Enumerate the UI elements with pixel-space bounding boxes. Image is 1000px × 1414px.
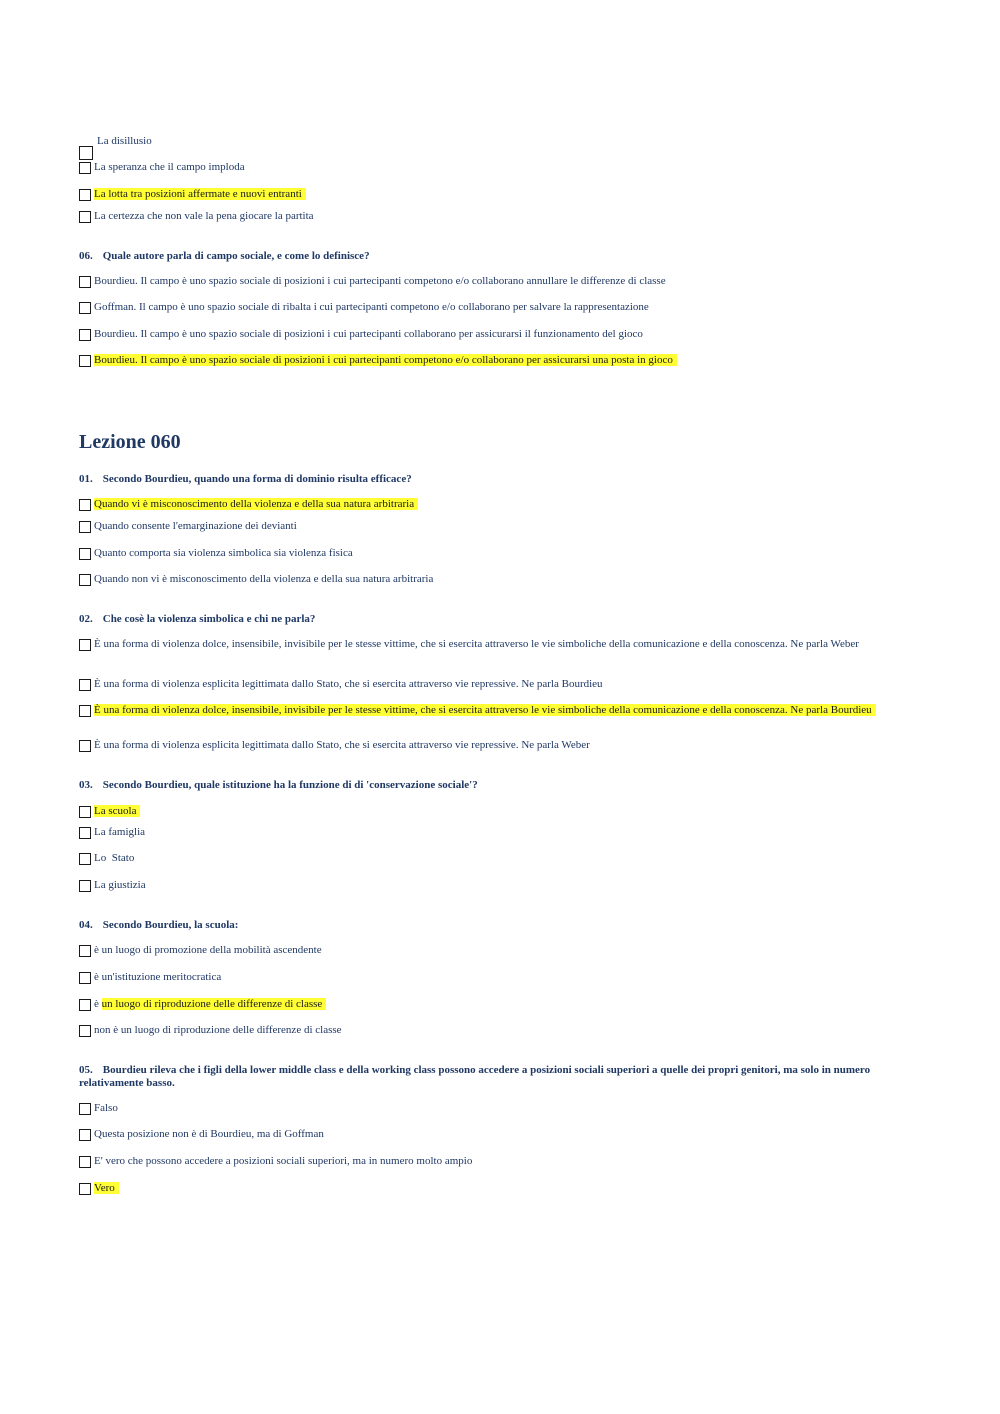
option-label: Bourdieu. Il campo è uno spazio sociale di posizioni i cui partecipanti collaborano per assicurarsi il funzionamento del gioco bbox=[94, 328, 643, 340]
option-row bbox=[79, 353, 914, 368]
checkbox[interactable] bbox=[79, 705, 91, 717]
option-label: Bourdieu. Il campo è uno spazio sociale di posizioni i cui partecipanti competono e/o collaborano annullare le differenze di classe bbox=[94, 275, 666, 287]
option-label: è un luogo di promozione della mobilità ascendente bbox=[94, 944, 322, 956]
option-row bbox=[79, 546, 914, 561]
question-number: 04. bbox=[79, 919, 93, 931]
option-label: È una forma di violenza esplicita legittimata dallo Stato, che si esercita attraverso vie repressive. Ne parla Bourdieu bbox=[94, 678, 603, 690]
option-row bbox=[79, 327, 914, 342]
option-row bbox=[79, 209, 914, 224]
question-heading bbox=[79, 1064, 914, 1090]
checkbox[interactable] bbox=[79, 853, 91, 865]
checkbox[interactable] bbox=[79, 211, 91, 223]
option-row bbox=[79, 1023, 914, 1038]
checkbox[interactable] bbox=[79, 972, 91, 984]
question-text: Bourdieu rileva che i figli della lower middle class e della working class possono accedere a posizioni sociali superiori a quelle dei propri genitori, ma solo in numero relativamente basso. bbox=[79, 1064, 871, 1089]
checkbox[interactable] bbox=[79, 740, 91, 752]
checkbox[interactable] bbox=[79, 146, 93, 160]
question-number: 02. bbox=[79, 613, 93, 625]
option-row bbox=[79, 677, 914, 692]
option-row bbox=[79, 878, 914, 893]
option-row bbox=[79, 1154, 914, 1169]
option-label-highlighted: La scuola bbox=[94, 805, 140, 817]
checkbox[interactable] bbox=[79, 945, 91, 957]
option-row bbox=[79, 851, 914, 866]
option-row bbox=[79, 637, 914, 652]
checkbox[interactable] bbox=[79, 999, 91, 1011]
question-number: 06. bbox=[79, 250, 93, 262]
checkbox[interactable] bbox=[79, 679, 91, 691]
option-row bbox=[79, 825, 914, 840]
option-label: Falso bbox=[94, 1102, 118, 1114]
question-number: 03. bbox=[79, 779, 93, 791]
question-heading bbox=[79, 919, 914, 932]
question-number: 05. bbox=[79, 1064, 93, 1076]
option-label-highlighted: Vero bbox=[94, 1182, 119, 1194]
option-label-highlighted: un luogo di riproduzione delle differenze di classe bbox=[102, 998, 327, 1010]
question-text: Quale autore parla di campo sociale, e come lo definisce? bbox=[102, 250, 370, 262]
option-row bbox=[79, 943, 914, 958]
option-row bbox=[79, 703, 914, 718]
option-label-highlighted: È una forma di violenza dolce, insensibile, invisibile per le stesse vittime, che si esercita attraverso le vie simboliche della comunicazione e della conoscenza. Ne parla Bourdieu bbox=[94, 704, 876, 716]
checkbox[interactable] bbox=[79, 1156, 91, 1168]
option-label: È una forma di violenza esplicita legittimata dallo Stato, che si esercita attraverso vie repressive. Ne parla Weber bbox=[94, 739, 590, 751]
option-row bbox=[79, 804, 914, 819]
option-row bbox=[79, 1181, 914, 1196]
checkbox[interactable] bbox=[79, 1103, 91, 1115]
checkbox[interactable] bbox=[79, 499, 91, 511]
option-row bbox=[79, 997, 914, 1012]
checkbox[interactable] bbox=[79, 574, 91, 586]
option-row bbox=[79, 970, 914, 985]
checkbox[interactable] bbox=[79, 827, 91, 839]
option-text bbox=[97, 134, 932, 149]
option-label: È una forma di violenza dolce, insensibile, invisibile per le stesse vittime, che si esercita attraverso le vie simboliche della comunicazione e della conoscenza. Ne parla Weber bbox=[94, 638, 859, 650]
option-label-highlighted: La lotta tra posizioni affermate e nuovi entranti bbox=[94, 188, 306, 200]
option-label-highlighted: Quando vi è misconoscimento della violenza e della sua natura arbitraria bbox=[94, 498, 418, 510]
option-row bbox=[79, 1127, 914, 1142]
option-label: La speranza che il campo imploda bbox=[94, 161, 245, 173]
option-row bbox=[79, 572, 914, 587]
option-row bbox=[79, 519, 914, 534]
question-text: Secondo Bourdieu, quale istituzione ha la funzione di di 'conservazione sociale'? bbox=[102, 779, 478, 791]
option-label: La famiglia bbox=[94, 826, 146, 838]
option-label: E' vero che possono accedere a posizioni sociali superiori, ma in numero molto ampio bbox=[94, 1155, 473, 1167]
option-prefix: è bbox=[94, 998, 102, 1010]
question-text: Secondo Bourdieu, la scuola: bbox=[102, 919, 239, 931]
option-label: La disillusio bbox=[97, 135, 152, 147]
checkbox[interactable] bbox=[79, 639, 91, 651]
option-label: Quando consente l'emarginazione dei devianti bbox=[94, 520, 297, 532]
question-heading bbox=[79, 779, 914, 792]
question-heading bbox=[79, 613, 914, 626]
checkbox[interactable] bbox=[79, 880, 91, 892]
option-label: Quanto comporta sia violenza simbolica sia violenza fisica bbox=[94, 547, 353, 559]
option-label-highlighted: Bourdieu. Il campo è uno spazio sociale di posizioni i cui partecipanti competono e/o collaborano per assicurarsi una posta in gioco bbox=[94, 354, 677, 366]
checkbox[interactable] bbox=[79, 1183, 91, 1195]
option-label: è un'istituzione meritocratica bbox=[94, 971, 222, 983]
option-row bbox=[79, 300, 914, 315]
checkbox[interactable] bbox=[79, 355, 91, 367]
question-text: Secondo Bourdieu, quando una forma di dominio risulta efficace? bbox=[102, 473, 412, 485]
question-number: 01. bbox=[79, 473, 93, 485]
option-row bbox=[79, 1101, 914, 1116]
option-row bbox=[79, 187, 914, 202]
checkbox[interactable] bbox=[79, 1025, 91, 1037]
lesson-title: Lezione 060 bbox=[79, 431, 181, 453]
checkbox[interactable] bbox=[79, 521, 91, 533]
checkbox[interactable] bbox=[79, 806, 91, 818]
option-label: non è un luogo di riproduzione delle differenze di classe bbox=[94, 1024, 342, 1036]
option-label: Goffman. Il campo è uno spazio sociale di ribalta i cui partecipanti competono e/o collaborano per salvare la rappresentazione bbox=[94, 301, 649, 313]
option-row bbox=[79, 738, 914, 753]
option-label: La certezza che non vale la pena giocare la partita bbox=[94, 210, 314, 222]
question-text: Che cosè la violenza simbolica e chi ne parla? bbox=[102, 613, 316, 625]
option-row bbox=[79, 160, 914, 175]
checkbox[interactable] bbox=[79, 302, 91, 314]
option-label: Lo Stato bbox=[94, 852, 135, 864]
checkbox[interactable] bbox=[79, 162, 91, 174]
checkbox[interactable] bbox=[79, 189, 91, 201]
option-label: Questa posizione non è di Bourdieu, ma di Goffman bbox=[94, 1128, 324, 1140]
option-row bbox=[79, 497, 914, 512]
checkbox[interactable] bbox=[79, 276, 91, 288]
option-label: La giustizia bbox=[94, 879, 146, 891]
checkbox[interactable] bbox=[79, 548, 91, 560]
question-heading bbox=[79, 473, 914, 486]
checkbox[interactable] bbox=[79, 329, 91, 341]
question-heading bbox=[79, 250, 914, 263]
option-label: Quando non vi è misconoscimento della violenza e della sua natura arbitraria bbox=[94, 573, 434, 585]
option-row bbox=[79, 274, 914, 289]
checkbox[interactable] bbox=[79, 1129, 91, 1141]
